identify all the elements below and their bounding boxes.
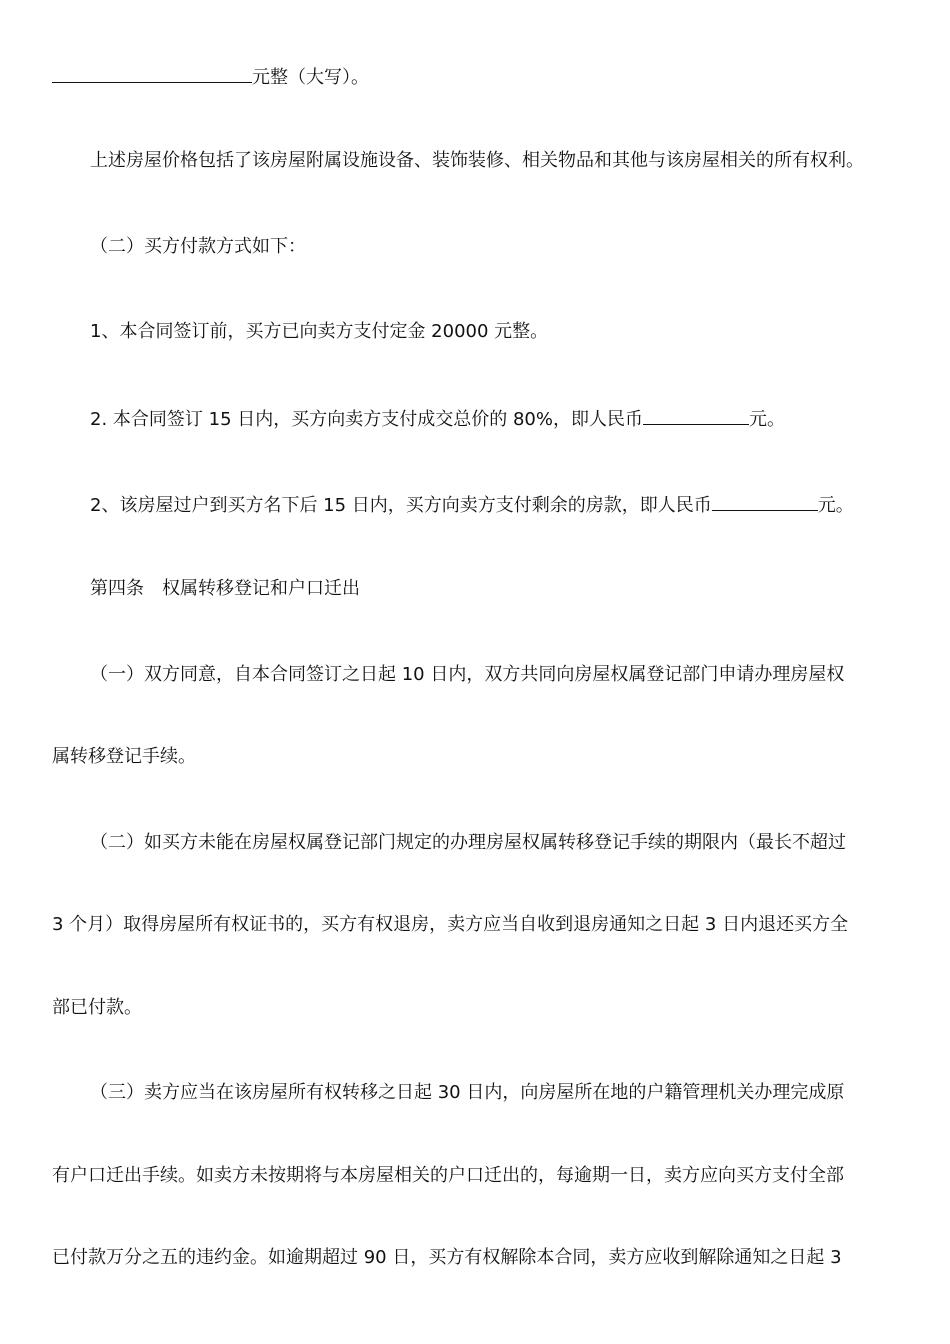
payment-item-3 — [0, 492, 950, 516]
article-title: 权属转移登记和户口迁出 — [162, 578, 360, 599]
line-text: 2. 本合同签订 15 日内，买方向卖方支付成交总价的 80%，即人民币 — [90, 409, 643, 430]
article-4-heading — [0, 577, 950, 601]
price-includes-paragraph: 上述房屋价格包括了该房屋附属设施设备、装饰装修、相关物品和其他与该房屋相关的所有权利。 — [90, 150, 864, 171]
line-text: 2、该房屋过户到买方名下后 15 日内，买方向卖方支付剩余的房款，即人民币 — [90, 495, 712, 516]
clause-1-line-1: （一）双方同意，自本合同签订之日起 10 日内，双方共同向房屋权属登记部门申请办理房屋权 — [90, 664, 845, 685]
price-uppercase-line — [0, 64, 950, 88]
clause-2-line-2: 3 个月）取得房屋所有权证书的，买方有权退房，卖方应当自收到退房通知之日起 3 日内退还买方全 — [52, 914, 849, 935]
clause-1-line-2: 属转移登记手续。 — [52, 746, 196, 767]
blank-field — [52, 64, 252, 83]
clause-2-line-1: （二）如买方未能在房屋权属登记部门规定的办理房屋权属转移登记手续的期限内（最长不超过 — [90, 832, 846, 853]
payment-item-2 — [0, 406, 950, 430]
article-number: 第四条 — [90, 578, 144, 599]
clause-3-line-3: 已付款万分之五的违约金。如逾期超过 90 日，买方有权解除本合同，卖方应收到解除通知之日起 3 — [52, 1247, 842, 1268]
line-text: 元。 — [748, 409, 785, 430]
payment-item-1: 1、本合同签订前，买方已向卖方支付定金 20000 元整。 — [90, 321, 549, 342]
clause-3-line-2: 有户口迁出手续。如卖方未按期将与本房屋相关的户口迁出的，每逾期一日，卖方应向买方支付全部 — [52, 1165, 844, 1186]
line-text: 元。 — [817, 495, 854, 516]
payment-method-heading: （二）买方付款方式如下： — [90, 236, 306, 257]
clause-3-line-1: （三）卖方应当在该房屋所有权转移之日起 30 日内，向房屋所在地的户籍管理机关办理完成原 — [90, 1082, 845, 1103]
line-text: 元整（大写）。 — [252, 67, 369, 88]
blank-field — [712, 492, 818, 511]
blank-field — [643, 406, 749, 425]
clause-2-line-3: 部已付款。 — [52, 997, 142, 1018]
